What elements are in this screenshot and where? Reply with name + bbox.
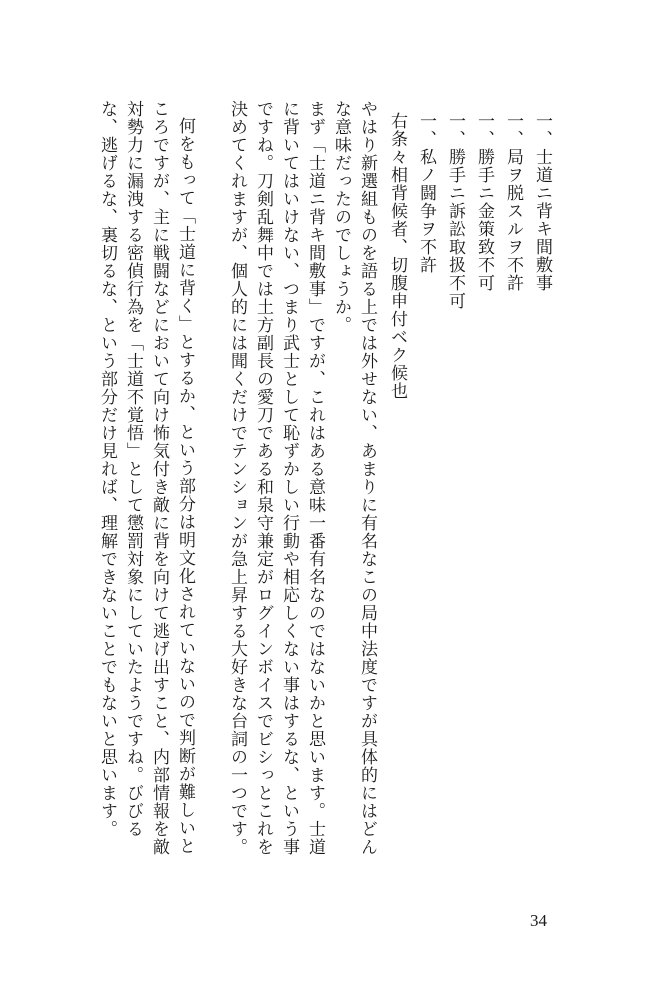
rule-line-3: 一、勝手ニ金策致不可: [474, 112, 494, 292]
rule-line-4: 一、勝手ニ訴訟取扱不可: [445, 112, 465, 310]
rule-line-5: 一、私ノ闘争ヲ不許: [416, 112, 436, 274]
paragraph-3: 何をもって「士道に背く」とするか、という部分は明文化されていないので判断が難しいところですが、主に戦闘などにおいて向け怖気付き敵に背を向けて逃げ出すこと、内部情報を敵対勢力に漏洩する密偵行為を「士道不覚悟」として懲罰対象にしていたようですね。びびるな、逃げるな、裏切るな、という部分だけ見れば、理解できないことでもないと思います。: [97, 100, 195, 856]
rule-line-1: 一、士道ニ背キ間敷事: [532, 112, 552, 292]
page-number: 34: [530, 911, 547, 930]
paragraph-2: まず「士道ニ背キ間敷事」ですが、これはある意味一番有名なのではないかと思います。士道に背いてはいけない、つまり武士として恥ずかしい行動や相応しくない事はするな、という事ですね。刀剣乱舞中では土方副長の愛刀である和泉守兼定がログインボイスでビシっとこれを決めてくれますが、個人的には聞くだけでテンションが急上昇する大好きな台詞の一つです。: [227, 100, 325, 856]
paragraph-1: やはり新選組ものを語る上では外せない、あまりに有名なこの局中法度ですが具体的にはどんな意味だったのでしょうか。: [331, 100, 377, 856]
article-body: [97, 100, 380, 860]
rule-line-2: 一、局ヲ脱スルヲ不許: [503, 112, 523, 292]
rule-line-6: 右条々相背候者、切腹申付ベク候也: [387, 112, 407, 400]
